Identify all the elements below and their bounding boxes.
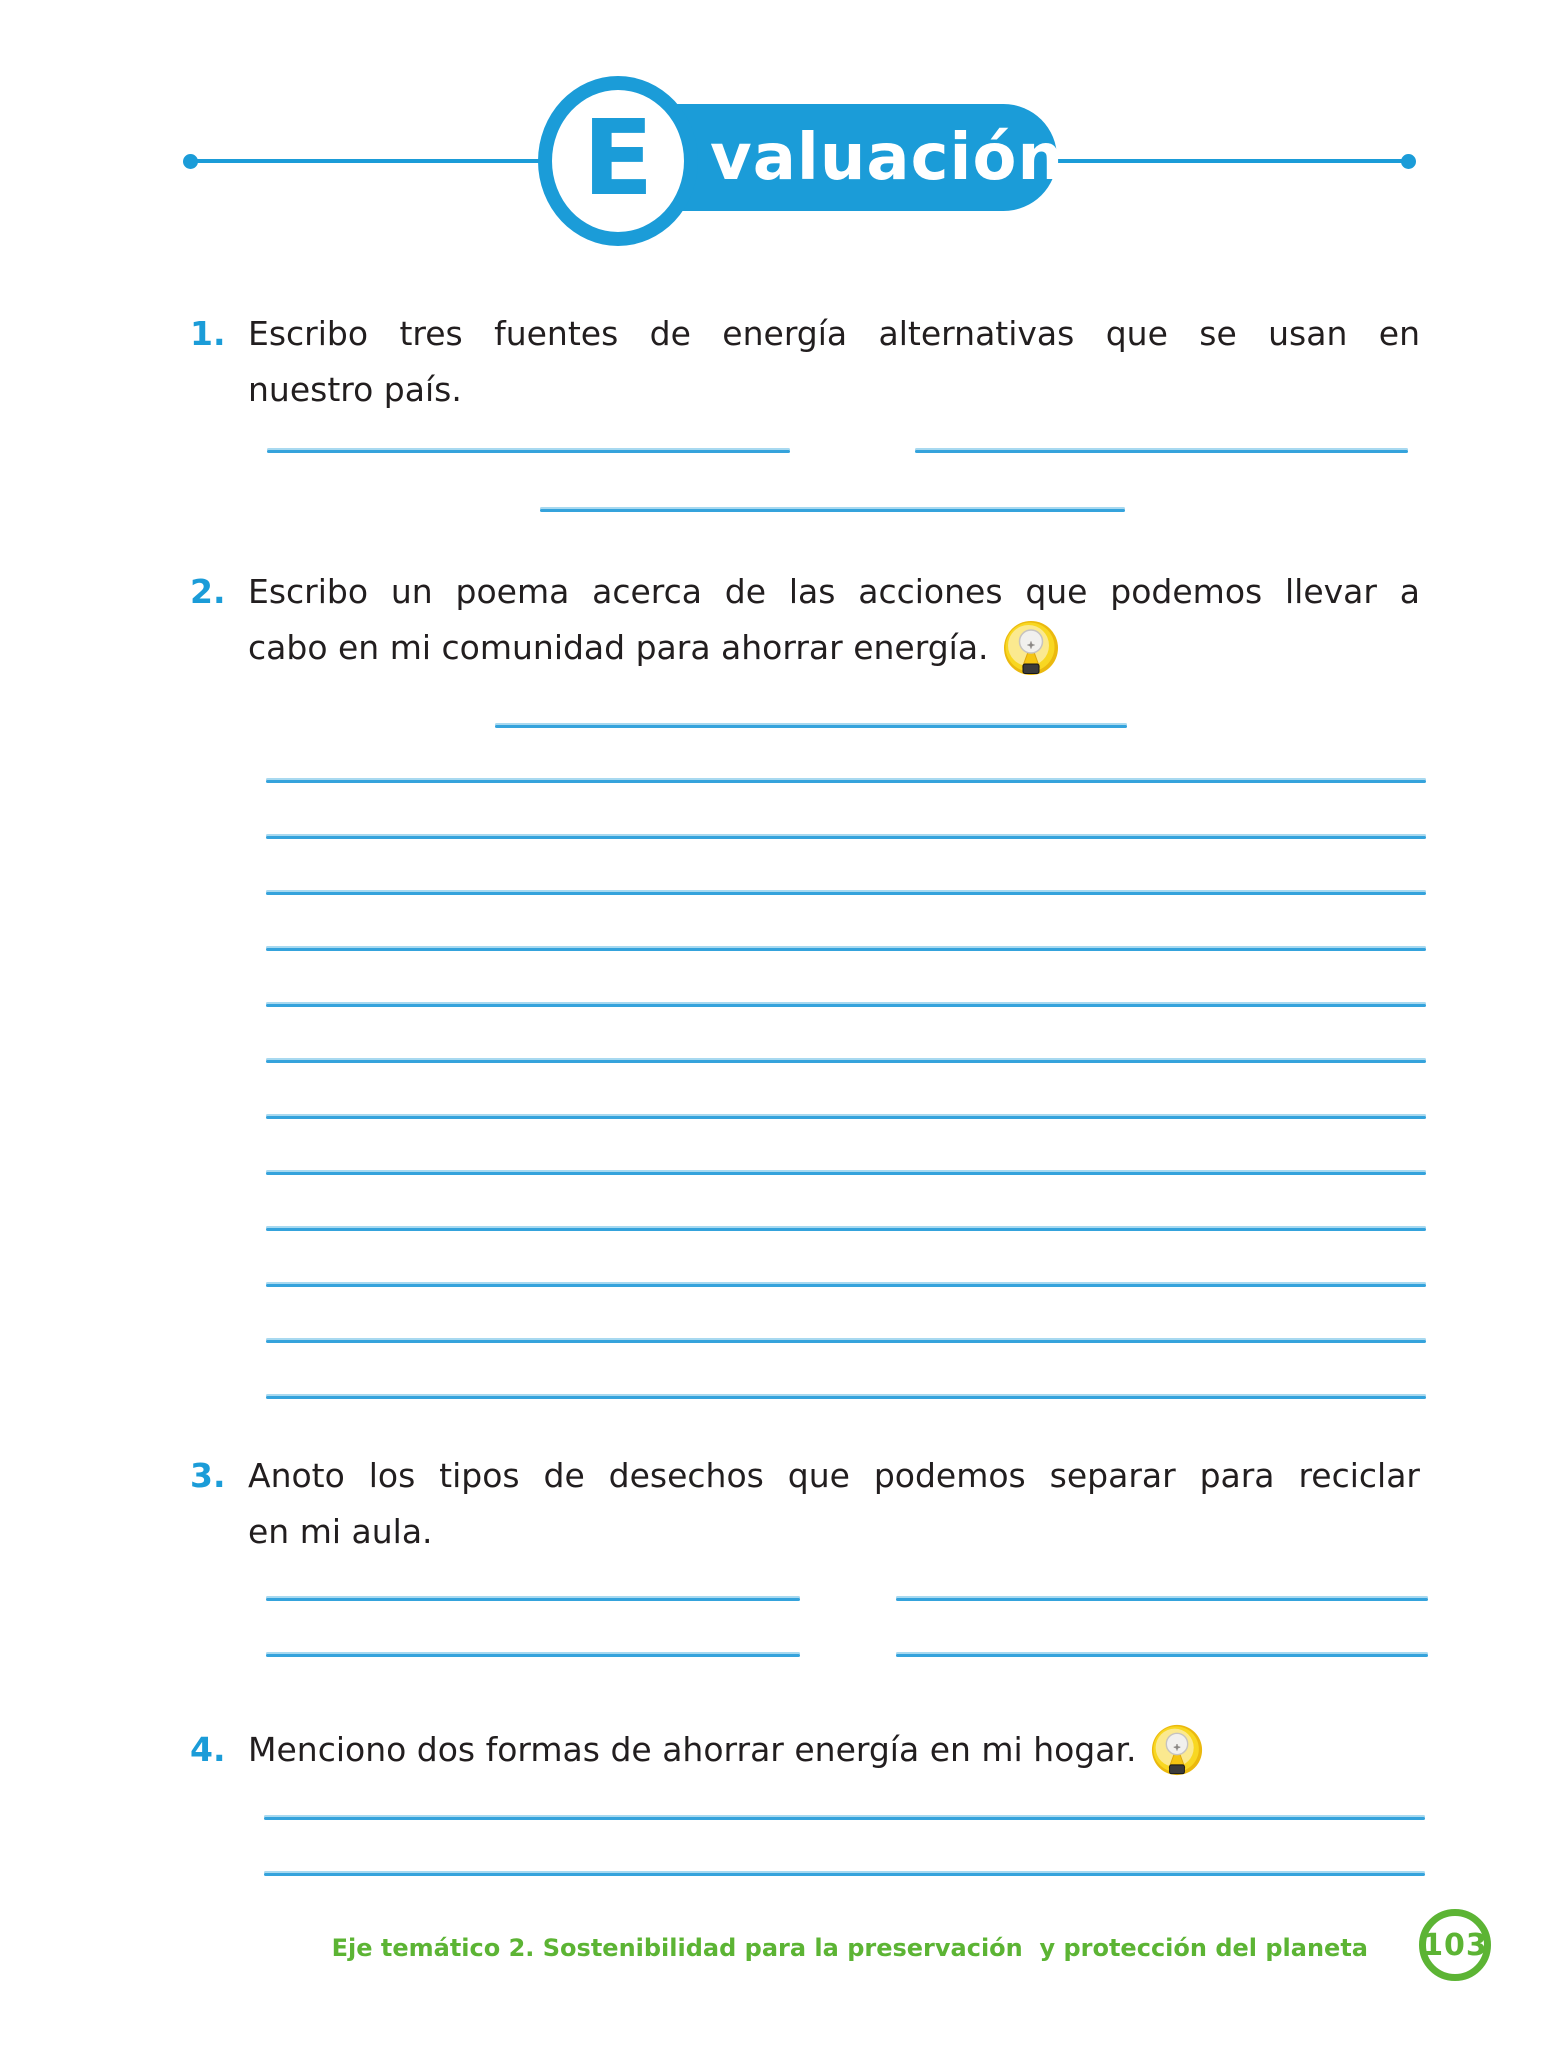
- q3-answer-blank-2[interactable]: [896, 1598, 1428, 1601]
- q1-answer-blank-3[interactable]: [540, 509, 1125, 512]
- q1-answer-blank-2[interactable]: [915, 450, 1408, 453]
- question-4-line-1: [248, 1722, 1420, 1778]
- page-number-badge: [1419, 1909, 1491, 1981]
- q3-answer-blank-4[interactable]: [896, 1654, 1428, 1657]
- q2-answer-blank-6[interactable]: [266, 1004, 1426, 1007]
- header-rule-right: [1052, 159, 1408, 163]
- q3-answer-blank-1[interactable]: [266, 1598, 800, 1601]
- q4-answer-blank-2[interactable]: [264, 1873, 1425, 1876]
- evaluation-badge-circle: [538, 76, 698, 246]
- q2-answer-blank-3[interactable]: [266, 836, 1426, 839]
- q2-answer-blank-11[interactable]: [266, 1284, 1426, 1287]
- q2-answer-blank-13[interactable]: [266, 1396, 1426, 1399]
- q2-answer-blank-2[interactable]: [266, 780, 1426, 783]
- q2-answer-blank-5[interactable]: [266, 948, 1426, 951]
- question-4-text: [248, 1722, 1420, 1778]
- lightbulb-tip-icon: [1003, 620, 1059, 676]
- q2-answer-blank-10[interactable]: [266, 1228, 1426, 1231]
- question-2-number: 2.: [190, 572, 226, 611]
- q2-answer-blank-8[interactable]: [266, 1116, 1426, 1119]
- footer-theme-caption: Eje temático 2. Sostenibilidad para la preservación y protección del planeta: [331, 1934, 1368, 1962]
- question-3-line-2: en mi aula.: [248, 1512, 433, 1551]
- lightbulb-tip-icon: [1151, 1724, 1203, 1776]
- q2-answer-blank-12[interactable]: [266, 1340, 1426, 1343]
- page-title-initial: E: [582, 97, 654, 219]
- question-2-line-2-text: cabo en mi comunidad para ahorrar energía.: [248, 628, 989, 667]
- question-4-number: 4.: [190, 1730, 226, 1769]
- q2-answer-blank-7[interactable]: [266, 1060, 1426, 1063]
- question-3-text: [248, 1448, 1420, 1560]
- page-title: valuación: [710, 120, 1064, 195]
- question-2-line-2: [248, 620, 1420, 676]
- question-1-line-2: nuestro país.: [248, 370, 462, 409]
- question-1-number: 1.: [190, 314, 226, 353]
- q1-answer-blank-1[interactable]: [267, 450, 790, 453]
- question-3-line-1: Anoto los tipos de desechos que podemos separar para reciclar: [248, 1456, 1420, 1495]
- q4-answer-blank-1[interactable]: [264, 1817, 1425, 1820]
- page-number: 103: [1422, 1927, 1488, 1963]
- question-2-line-1: Escribo un poema acerca de las acciones que podemos llevar a: [248, 572, 1420, 611]
- q2-answer-blank-4[interactable]: [266, 892, 1426, 895]
- question-1-line-1: Escribo tres fuentes de energía alternativas que se usan en: [248, 314, 1420, 353]
- question-1-text: [248, 306, 1420, 418]
- question-2-text: [248, 564, 1420, 676]
- question-3-number: 3.: [190, 1456, 226, 1495]
- header-rule-right-dot: [1401, 154, 1416, 169]
- q2-answer-blank-1[interactable]: [495, 725, 1127, 728]
- question-4-line-1-text: Menciono dos formas de ahorrar energía en mi hogar.: [248, 1730, 1137, 1769]
- header-rule-left: [193, 159, 545, 163]
- q2-answer-blank-9[interactable]: [266, 1172, 1426, 1175]
- q3-answer-blank-3[interactable]: [266, 1654, 800, 1657]
